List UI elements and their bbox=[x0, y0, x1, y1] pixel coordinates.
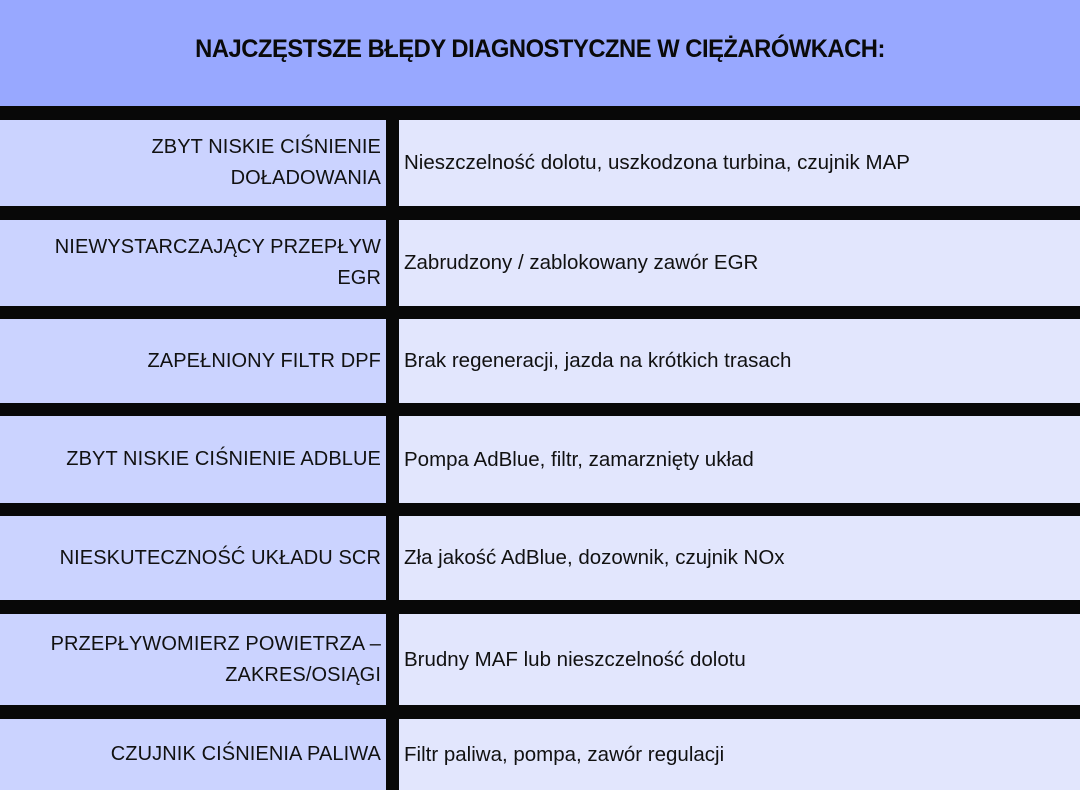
cause-cell: Pompa AdBlue, filtr, zamarznięty układ bbox=[399, 416, 1080, 503]
header-banner bbox=[0, 0, 1080, 106]
table-row bbox=[0, 516, 1080, 600]
table-row bbox=[0, 416, 1080, 503]
table-row bbox=[0, 719, 1080, 790]
error-name-cell: NIESKUTECZNOŚĆ UKŁADU SCR bbox=[0, 516, 386, 600]
cause-cell: Brudny MAF lub nieszczelność dolotu bbox=[399, 614, 1080, 705]
table-row bbox=[0, 120, 1080, 206]
cause-cell: Filtr paliwa, pompa, zawór regulacji bbox=[399, 719, 1080, 790]
cause-cell: Zabrudzony / zablokowany zawór EGR bbox=[399, 220, 1080, 306]
error-name-cell: ZBYT NISKIE CIŚNIENIE ADBLUE bbox=[0, 416, 386, 503]
cause-cell: Brak regeneracji, jazda na krótkich trasach bbox=[399, 319, 1080, 403]
page-title: NAJCZĘSTSZE BŁĘDY DIAGNOSTYCZNE W CIĘŻARÓWKACH: bbox=[195, 34, 885, 63]
error-name-cell: ZBYT NISKIE CIŚNIENIE DOŁADOWANIA bbox=[0, 120, 386, 206]
error-name-cell: CZUJNIK CIŚNIENIA PALIWA bbox=[0, 719, 386, 790]
cause-cell: Nieszczelność dolotu, uszkodzona turbina, czujnik MAP bbox=[399, 120, 1080, 206]
error-name-cell: PRZEPŁYWOMIERZ POWIETRZA – ZAKRES/OSIĄGI bbox=[0, 614, 386, 705]
table-row bbox=[0, 614, 1080, 705]
table-row bbox=[0, 319, 1080, 403]
table-row bbox=[0, 220, 1080, 306]
error-name-cell: ZAPEŁNIONY FILTR DPF bbox=[0, 319, 386, 403]
cause-cell: Zła jakość AdBlue, dozownik, czujnik NOx bbox=[399, 516, 1080, 600]
error-name-cell: NIEWYSTARCZAJĄCY PRZEPŁYW EGR bbox=[0, 220, 386, 306]
